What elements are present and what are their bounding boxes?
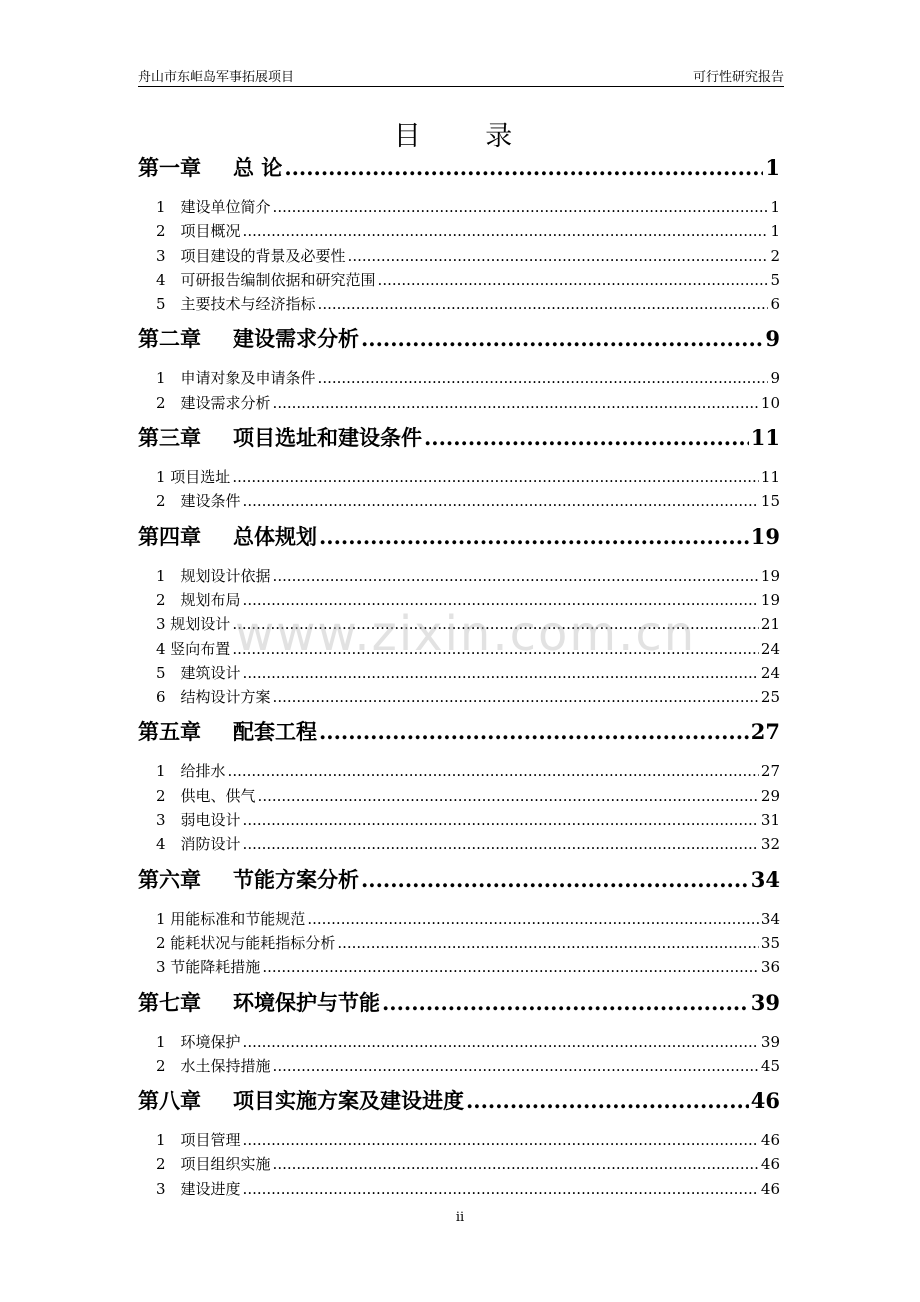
section-title: 1 建设单位简介 bbox=[156, 198, 271, 216]
section-page-number: 46 bbox=[760, 1155, 780, 1174]
toc-section-entry[interactable] bbox=[138, 956, 780, 980]
section-page-number: 35 bbox=[760, 933, 780, 952]
section-title: 1 给排水 bbox=[156, 762, 226, 781]
dot-leader bbox=[307, 910, 759, 928]
chapter-page-number: 46 bbox=[750, 1088, 780, 1114]
chapter-number: 第四章 bbox=[138, 523, 201, 549]
toc-section-entry[interactable] bbox=[138, 392, 780, 416]
section-page-number: 5 bbox=[770, 270, 780, 289]
toc-section-entry[interactable] bbox=[138, 245, 780, 269]
section-list bbox=[138, 1125, 780, 1208]
chapter-page-number: 27 bbox=[750, 719, 780, 745]
section-title: 3 节能降耗措施 bbox=[156, 958, 261, 977]
chapter-number: 第三章 bbox=[138, 425, 201, 451]
section-title: 1 项目管理 bbox=[156, 1131, 241, 1150]
section-page-number: 19 bbox=[760, 566, 780, 585]
chapter-page-number: 19 bbox=[750, 523, 780, 549]
section-page-number: 6 bbox=[770, 295, 780, 314]
section-title: 4 可研报告编制依据和研究范围 bbox=[156, 270, 376, 289]
dot-leader bbox=[318, 369, 769, 387]
section-page-number: 46 bbox=[760, 1179, 780, 1198]
toc-section-entry[interactable] bbox=[138, 1129, 780, 1153]
dot-leader bbox=[243, 1033, 759, 1051]
chapter-number: 第七章 bbox=[138, 989, 201, 1015]
dot-leader bbox=[378, 271, 769, 289]
section-title: 1 项目选址 bbox=[156, 468, 231, 487]
toc-section-entry[interactable] bbox=[138, 908, 780, 932]
chapter-title: 总体规划 bbox=[233, 523, 317, 549]
toc-section-entry[interactable] bbox=[138, 760, 780, 784]
section-title: 5 建筑设计 bbox=[156, 663, 241, 682]
chapter-title: 项目实施方案及建设进度 bbox=[233, 1088, 464, 1114]
dot-leader bbox=[273, 567, 759, 585]
section-title: 1 申请对象及申请条件 bbox=[156, 369, 316, 388]
section-page-number: 34 bbox=[760, 909, 780, 928]
watermark: www.zixin.com.cn bbox=[235, 606, 697, 662]
dot-leader bbox=[243, 222, 769, 240]
chapter-page-number: 9 bbox=[765, 326, 780, 352]
toc-section-entry[interactable] bbox=[138, 269, 780, 293]
section-page-number: 24 bbox=[760, 639, 780, 658]
dot-leader bbox=[466, 1088, 749, 1113]
toc-section-entry[interactable] bbox=[138, 220, 780, 244]
section-title: 3 弱电设计 bbox=[156, 811, 241, 830]
toc-chapter-entry[interactable] bbox=[138, 716, 780, 756]
dot-leader bbox=[348, 247, 769, 265]
dot-leader bbox=[273, 688, 759, 706]
chapter-page-number: 1 bbox=[765, 155, 780, 180]
chapter-page-number: 34 bbox=[750, 866, 780, 892]
page-number: ii bbox=[455, 1210, 465, 1225]
toc-section-entry[interactable] bbox=[138, 932, 780, 956]
section-list bbox=[138, 192, 780, 323]
dot-leader bbox=[228, 762, 759, 780]
toc-section-entry[interactable] bbox=[138, 1178, 780, 1202]
section-page-number: 15 bbox=[760, 492, 780, 511]
chapter-number: 第八章 bbox=[138, 1088, 201, 1114]
toc-chapter-entry[interactable] bbox=[138, 152, 780, 192]
chapter-title: 配套工程 bbox=[233, 719, 317, 745]
section-title: 1 规划设计依据 bbox=[156, 566, 271, 585]
dot-leader bbox=[273, 1155, 759, 1173]
section-title: 1 环境保护 bbox=[156, 1032, 241, 1051]
dot-leader bbox=[273, 394, 759, 412]
dot-leader bbox=[337, 934, 759, 952]
section-title: 1 用能标准和节能规范 bbox=[156, 909, 306, 928]
section-title: 2 项目概况 bbox=[156, 222, 241, 241]
section-page-number: 24 bbox=[760, 663, 780, 682]
section-page-number: 46 bbox=[760, 1131, 780, 1150]
dot-leader bbox=[318, 295, 769, 313]
section-page-number: 31 bbox=[760, 811, 780, 830]
section-page-number: 1 bbox=[770, 198, 780, 216]
section-title: 2 供电、供气 bbox=[156, 786, 256, 805]
dot-leader bbox=[361, 867, 749, 892]
toc-chapter-entry[interactable] bbox=[138, 422, 780, 462]
toc-section-entry[interactable] bbox=[138, 785, 780, 809]
toc-section-entry[interactable] bbox=[138, 196, 780, 220]
toc-section-entry[interactable] bbox=[138, 833, 780, 857]
dot-leader bbox=[243, 1131, 759, 1149]
page-header bbox=[138, 64, 784, 87]
chapter-title: 建设需求分析 bbox=[233, 326, 359, 352]
toc-section-entry[interactable] bbox=[138, 662, 780, 686]
toc-section-entry[interactable] bbox=[138, 1031, 780, 1055]
section-title: 2 水土保持措施 bbox=[156, 1056, 271, 1075]
dot-leader bbox=[273, 198, 769, 216]
section-list bbox=[138, 756, 780, 863]
chapter-number: 第二章 bbox=[138, 326, 201, 352]
section-page-number: 11 bbox=[760, 468, 780, 487]
section-list bbox=[138, 462, 780, 521]
chapter-title: 环境保护与节能 bbox=[233, 989, 380, 1015]
dot-leader bbox=[361, 326, 763, 351]
table-of-contents bbox=[138, 152, 780, 1208]
toc-section-entry[interactable] bbox=[138, 367, 780, 391]
section-page-number: 25 bbox=[760, 688, 780, 707]
toc-chapter-entry[interactable] bbox=[138, 987, 780, 1027]
header-project-name: 舟山市东岠岛军事拓展项目 bbox=[138, 70, 295, 85]
section-title: 2 建设条件 bbox=[156, 492, 241, 511]
section-page-number: 39 bbox=[760, 1032, 780, 1051]
toc-title: 目 录 bbox=[393, 121, 541, 152]
section-list bbox=[138, 904, 780, 987]
section-page-number: 36 bbox=[760, 958, 780, 977]
toc-section-entry[interactable] bbox=[138, 466, 780, 490]
toc-chapter-entry[interactable] bbox=[138, 521, 780, 561]
chapter-title: 总 论 bbox=[233, 155, 283, 180]
section-title: 2 规划布局 bbox=[156, 590, 241, 609]
section-page-number: 10 bbox=[760, 393, 780, 412]
dot-leader bbox=[243, 492, 759, 510]
section-title: 3 规划设计 bbox=[156, 615, 231, 634]
toc-section-entry[interactable] bbox=[138, 1153, 780, 1177]
section-list bbox=[138, 1027, 780, 1086]
toc-chapter-entry[interactable] bbox=[138, 864, 780, 904]
dot-leader bbox=[243, 1180, 759, 1198]
chapter-title: 项目选址和建设条件 bbox=[233, 425, 422, 451]
chapter-title: 节能方案分析 bbox=[233, 866, 359, 892]
dot-leader bbox=[424, 425, 749, 450]
dot-leader bbox=[258, 787, 759, 805]
toc-section-entry[interactable] bbox=[138, 293, 780, 317]
toc-section-entry[interactable] bbox=[138, 1055, 780, 1079]
dot-leader bbox=[232, 468, 759, 486]
section-title: 6 结构设计方案 bbox=[156, 688, 271, 707]
section-page-number: 32 bbox=[760, 835, 780, 854]
dot-leader bbox=[319, 524, 749, 549]
chapter-number: 第六章 bbox=[138, 866, 201, 892]
dot-leader bbox=[382, 990, 749, 1015]
section-page-number: 21 bbox=[760, 615, 780, 634]
toc-section-entry[interactable] bbox=[138, 565, 780, 589]
section-title: 3 建设进度 bbox=[156, 1179, 241, 1198]
chapter-number: 第五章 bbox=[138, 719, 201, 745]
dot-leader bbox=[243, 811, 759, 829]
section-page-number: 9 bbox=[770, 369, 780, 388]
toc-chapter-entry[interactable] bbox=[138, 323, 780, 363]
dot-leader bbox=[262, 958, 759, 976]
section-title: 2 项目组织实施 bbox=[156, 1155, 271, 1174]
section-page-number: 2 bbox=[770, 246, 780, 265]
dot-leader bbox=[284, 155, 763, 180]
toc-section-entry[interactable] bbox=[138, 809, 780, 833]
section-list bbox=[138, 363, 780, 422]
chapter-page-number: 39 bbox=[750, 989, 780, 1015]
section-title: 2 能耗状况与能耗指标分析 bbox=[156, 933, 336, 952]
section-page-number: 29 bbox=[760, 786, 780, 805]
section-page-number: 1 bbox=[770, 222, 780, 241]
toc-chapter-entry[interactable] bbox=[138, 1085, 780, 1125]
section-title: 3 项目建设的背景及必要性 bbox=[156, 246, 346, 265]
dot-leader bbox=[243, 664, 759, 682]
section-title: 4 消防设计 bbox=[156, 835, 241, 854]
section-page-number: 45 bbox=[760, 1056, 780, 1075]
dot-leader bbox=[273, 1057, 759, 1075]
dot-leader bbox=[319, 719, 749, 744]
chapter-page-number: 11 bbox=[750, 425, 780, 451]
dot-leader bbox=[243, 835, 759, 853]
section-title: 5 主要技术与经济指标 bbox=[156, 295, 316, 314]
toc-section-entry[interactable] bbox=[138, 686, 780, 710]
chapter-number: 第一章 bbox=[138, 155, 201, 180]
toc-section-entry[interactable] bbox=[138, 490, 780, 514]
header-report-type: 可行性研究报告 bbox=[692, 70, 784, 85]
section-page-number: 19 bbox=[760, 590, 780, 609]
section-title: 2 建设需求分析 bbox=[156, 393, 271, 412]
section-title: 4 竖向布置 bbox=[156, 639, 231, 658]
section-page-number: 27 bbox=[760, 762, 780, 781]
